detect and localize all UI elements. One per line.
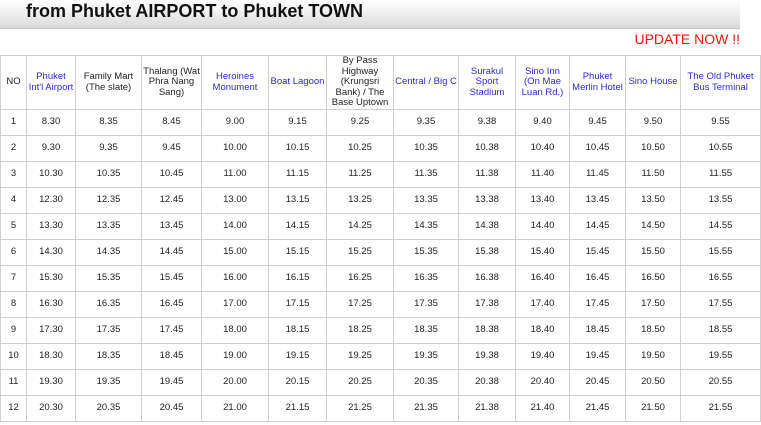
time-cell: 20.30 [27, 396, 76, 422]
header-stop-3[interactable]: Heroines Monument [202, 56, 269, 110]
table-row [1, 318, 761, 344]
time-cell: 9.35 [394, 110, 459, 136]
time-cell: 17.35 [76, 318, 142, 344]
time-cell: 16.38 [459, 266, 516, 292]
time-cell: 10.50 [626, 136, 681, 162]
time-cell: 19.25 [327, 344, 394, 370]
time-cell: 16.35 [394, 266, 459, 292]
time-cell: 17.25 [327, 292, 394, 318]
time-cell: 13.00 [202, 188, 269, 214]
time-cell: 9.55 [681, 110, 761, 136]
time-cell: 13.38 [459, 188, 516, 214]
time-cell: 18.45 [142, 344, 202, 370]
update-now-link[interactable]: UPDATE NOW !! [634, 31, 740, 47]
time-cell: 18.15 [269, 318, 327, 344]
header-stop-0[interactable]: Phuket Int'l Airport [27, 56, 76, 110]
time-cell: 11.00 [202, 162, 269, 188]
row-number: 12 [1, 396, 27, 422]
time-cell: 10.15 [269, 136, 327, 162]
header-no: NO [1, 56, 27, 110]
time-cell: 15.38 [459, 240, 516, 266]
time-cell: 9.15 [269, 110, 327, 136]
time-cell: 13.50 [626, 188, 681, 214]
time-cell: 16.25 [327, 266, 394, 292]
time-cell: 18.35 [394, 318, 459, 344]
time-cell: 17.45 [570, 292, 626, 318]
time-cell: 16.40 [516, 266, 570, 292]
table-row [1, 188, 761, 214]
time-cell: 17.30 [27, 318, 76, 344]
time-cell: 11.15 [269, 162, 327, 188]
time-cell: 19.45 [142, 370, 202, 396]
time-cell: 14.55 [681, 214, 761, 240]
time-cell: 13.30 [27, 214, 76, 240]
table-row [1, 396, 761, 422]
table-row [1, 214, 761, 240]
time-cell: 17.50 [626, 292, 681, 318]
time-cell: 20.00 [202, 370, 269, 396]
page-title: from Phuket AIRPORT to Phuket TOWN [26, 1, 364, 21]
time-cell: 11.45 [570, 162, 626, 188]
time-cell: 12.45 [142, 188, 202, 214]
time-cell: 14.25 [327, 214, 394, 240]
time-cell: 20.50 [626, 370, 681, 396]
time-cell: 12.30 [27, 188, 76, 214]
time-cell: 15.25 [327, 240, 394, 266]
row-number: 11 [1, 370, 27, 396]
time-cell: 17.00 [202, 292, 269, 318]
row-number: 8 [1, 292, 27, 318]
time-cell: 10.00 [202, 136, 269, 162]
time-cell: 15.00 [202, 240, 269, 266]
time-cell: 10.35 [76, 162, 142, 188]
time-cell: 19.50 [626, 344, 681, 370]
time-cell: 8.45 [142, 110, 202, 136]
time-cell: 20.45 [142, 396, 202, 422]
time-cell: 21.00 [202, 396, 269, 422]
header-stop-10[interactable]: Sino House [626, 56, 681, 110]
time-cell: 21.38 [459, 396, 516, 422]
time-cell: 14.45 [570, 214, 626, 240]
time-cell: 19.30 [27, 370, 76, 396]
time-cell: 17.15 [269, 292, 327, 318]
time-cell: 18.55 [681, 318, 761, 344]
time-cell: 19.55 [681, 344, 761, 370]
time-cell: 16.45 [142, 292, 202, 318]
time-cell: 15.45 [142, 266, 202, 292]
time-cell: 20.25 [327, 370, 394, 396]
time-cell: 9.40 [516, 110, 570, 136]
time-cell: 14.35 [394, 214, 459, 240]
time-cell: 13.35 [76, 214, 142, 240]
time-cell: 9.30 [27, 136, 76, 162]
time-cell: 10.30 [27, 162, 76, 188]
time-cell: 11.35 [394, 162, 459, 188]
time-cell: 16.00 [202, 266, 269, 292]
time-cell: 19.38 [459, 344, 516, 370]
row-number: 10 [1, 344, 27, 370]
time-cell: 9.45 [142, 136, 202, 162]
time-cell: 17.55 [681, 292, 761, 318]
time-cell: 10.45 [570, 136, 626, 162]
time-cell: 18.30 [27, 344, 76, 370]
time-cell: 14.35 [76, 240, 142, 266]
header-stop-4[interactable]: Boat Lagoon [269, 56, 327, 110]
title-bar [0, 0, 740, 29]
time-cell: 13.45 [570, 188, 626, 214]
time-cell: 17.40 [516, 292, 570, 318]
time-cell: 13.40 [516, 188, 570, 214]
time-cell: 20.38 [459, 370, 516, 396]
time-cell: 9.00 [202, 110, 269, 136]
header-stop-2: Thalang (Wat Phra Nang Sang) [142, 56, 202, 110]
time-cell: 11.25 [327, 162, 394, 188]
time-cell: 9.35 [76, 136, 142, 162]
header-stop-7[interactable]: Surakul Sport Stadium [459, 56, 516, 110]
time-cell: 9.50 [626, 110, 681, 136]
table-row [1, 344, 761, 370]
time-cell: 20.40 [516, 370, 570, 396]
time-cell: 21.45 [570, 396, 626, 422]
time-cell: 16.30 [27, 292, 76, 318]
table-row [1, 292, 761, 318]
header-stop-1: Family Mart (The slate) [76, 56, 142, 110]
time-cell: 15.35 [394, 240, 459, 266]
time-cell: 15.55 [681, 240, 761, 266]
header-stop-9[interactable]: Phuket Merlin Hotel [570, 56, 626, 110]
time-cell: 20.15 [269, 370, 327, 396]
time-cell: 15.45 [570, 240, 626, 266]
table-row [1, 370, 761, 396]
time-cell: 15.50 [626, 240, 681, 266]
table-row [1, 110, 761, 136]
time-cell: 8.35 [76, 110, 142, 136]
time-cell: 9.38 [459, 110, 516, 136]
header-stop-5: By Pass Highway (Krungsri Bank) / The Base Uptown [327, 56, 394, 110]
time-cell: 14.38 [459, 214, 516, 240]
time-cell: 14.50 [626, 214, 681, 240]
row-number: 9 [1, 318, 27, 344]
time-cell: 14.45 [142, 240, 202, 266]
time-cell: 17.35 [394, 292, 459, 318]
time-cell: 9.25 [327, 110, 394, 136]
time-cell: 16.15 [269, 266, 327, 292]
time-cell: 15.15 [269, 240, 327, 266]
time-cell: 18.40 [516, 318, 570, 344]
time-cell: 16.55 [681, 266, 761, 292]
time-cell: 14.30 [27, 240, 76, 266]
time-cell: 8.30 [27, 110, 76, 136]
time-cell: 17.38 [459, 292, 516, 318]
time-cell: 10.45 [142, 162, 202, 188]
time-cell: 10.38 [459, 136, 516, 162]
time-cell: 15.40 [516, 240, 570, 266]
time-cell: 14.15 [269, 214, 327, 240]
time-cell: 16.45 [570, 266, 626, 292]
header-stop-11[interactable]: The Old Phuket Bus Terminal [681, 56, 761, 110]
time-cell: 20.35 [394, 370, 459, 396]
time-cell: 18.45 [570, 318, 626, 344]
time-cell: 16.50 [626, 266, 681, 292]
time-cell: 19.35 [394, 344, 459, 370]
row-number: 2 [1, 136, 27, 162]
time-cell: 21.55 [681, 396, 761, 422]
time-cell: 16.35 [76, 292, 142, 318]
time-cell: 19.00 [202, 344, 269, 370]
table-row [1, 162, 761, 188]
time-cell: 15.30 [27, 266, 76, 292]
time-cell: 18.38 [459, 318, 516, 344]
time-cell: 19.15 [269, 344, 327, 370]
time-cell: 11.50 [626, 162, 681, 188]
row-number: 1 [1, 110, 27, 136]
time-cell: 17.45 [142, 318, 202, 344]
time-cell: 13.45 [142, 214, 202, 240]
time-cell: 20.55 [681, 370, 761, 396]
table-row [1, 136, 761, 162]
header-stop-6[interactable]: Central / Big C [394, 56, 459, 110]
table-body [1, 110, 761, 422]
row-number: 5 [1, 214, 27, 240]
time-cell: 13.35 [394, 188, 459, 214]
row-number: 7 [1, 266, 27, 292]
bus-timetable [0, 55, 761, 422]
table-row [1, 240, 761, 266]
time-cell: 13.15 [269, 188, 327, 214]
row-number: 6 [1, 240, 27, 266]
row-number: 4 [1, 188, 27, 214]
time-cell: 12.35 [76, 188, 142, 214]
time-cell: 13.55 [681, 188, 761, 214]
header-stop-8[interactable]: Sino Inn (On Mae Luan Rd.) [516, 56, 570, 110]
time-cell: 10.25 [327, 136, 394, 162]
time-cell: 19.45 [570, 344, 626, 370]
time-cell: 21.15 [269, 396, 327, 422]
time-cell: 11.55 [681, 162, 761, 188]
time-cell: 9.45 [570, 110, 626, 136]
time-cell: 13.25 [327, 188, 394, 214]
time-cell: 21.25 [327, 396, 394, 422]
time-cell: 21.35 [394, 396, 459, 422]
time-cell: 20.45 [570, 370, 626, 396]
time-cell: 10.40 [516, 136, 570, 162]
time-cell: 15.35 [76, 266, 142, 292]
time-cell: 18.50 [626, 318, 681, 344]
time-cell: 18.35 [76, 344, 142, 370]
time-cell: 10.35 [394, 136, 459, 162]
time-cell: 19.35 [76, 370, 142, 396]
table-row [1, 266, 761, 292]
time-cell: 20.35 [76, 396, 142, 422]
time-cell: 18.25 [327, 318, 394, 344]
time-cell: 21.40 [516, 396, 570, 422]
time-cell: 18.00 [202, 318, 269, 344]
time-cell: 14.40 [516, 214, 570, 240]
time-cell: 14.00 [202, 214, 269, 240]
table-header-row [1, 56, 761, 110]
time-cell: 21.50 [626, 396, 681, 422]
time-cell: 11.38 [459, 162, 516, 188]
time-cell: 19.40 [516, 344, 570, 370]
row-number: 3 [1, 162, 27, 188]
time-cell: 11.40 [516, 162, 570, 188]
time-cell: 10.55 [681, 136, 761, 162]
